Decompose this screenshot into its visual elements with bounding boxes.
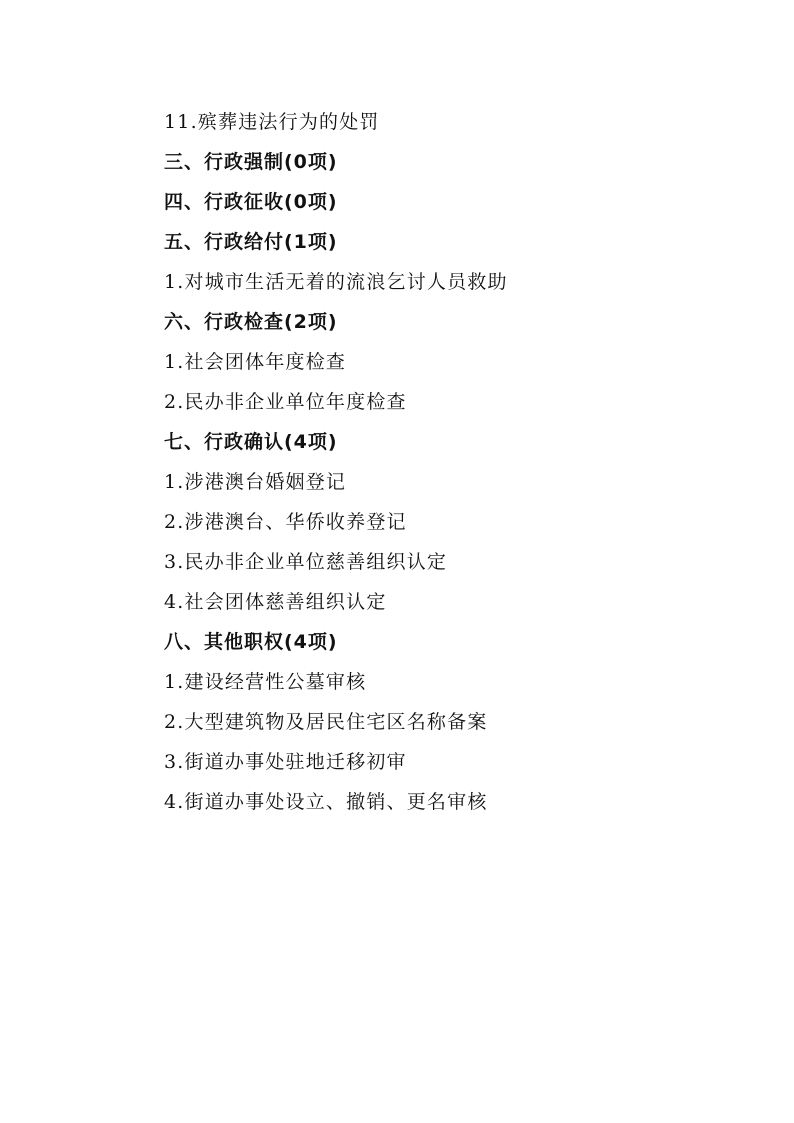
section-heading: 七、行政确认(4项) — [164, 431, 338, 453]
list-item: 2.涉港澳台、华侨收养登记 — [164, 511, 407, 533]
section-heading: 三、行政强制(0项) — [164, 151, 338, 173]
list-item: 1.涉港澳台婚姻登记 — [164, 471, 347, 493]
list-item: 4.社会团体慈善组织认定 — [164, 591, 387, 613]
list-item: 1.社会团体年度检查 — [164, 351, 347, 373]
list-item: 4.街道办事处设立、撤销、更名审核 — [164, 791, 488, 813]
section-heading: 八、其他职权(4项) — [164, 631, 338, 653]
list-item: 1.对城市生活无着的流浪乞讨人员救助 — [164, 271, 508, 293]
section-heading: 五、行政给付(1项) — [164, 231, 338, 253]
list-item: 3.街道办事处驻地迁移初审 — [164, 751, 407, 773]
section-heading: 六、行政检查(2项) — [164, 311, 338, 333]
list-item: 3.民办非企业单位慈善组织认定 — [164, 551, 448, 573]
list-item: 2.大型建筑物及居民住宅区名称备案 — [164, 711, 488, 733]
list-item: 2.民办非企业单位年度检查 — [164, 391, 407, 413]
list-item: 1.建设经营性公墓审核 — [164, 671, 367, 693]
document-body — [164, 106, 724, 826]
list-item: 11.殡葬违法行为的处罚 — [164, 111, 380, 133]
section-heading: 四、行政征收(0项) — [164, 191, 338, 213]
